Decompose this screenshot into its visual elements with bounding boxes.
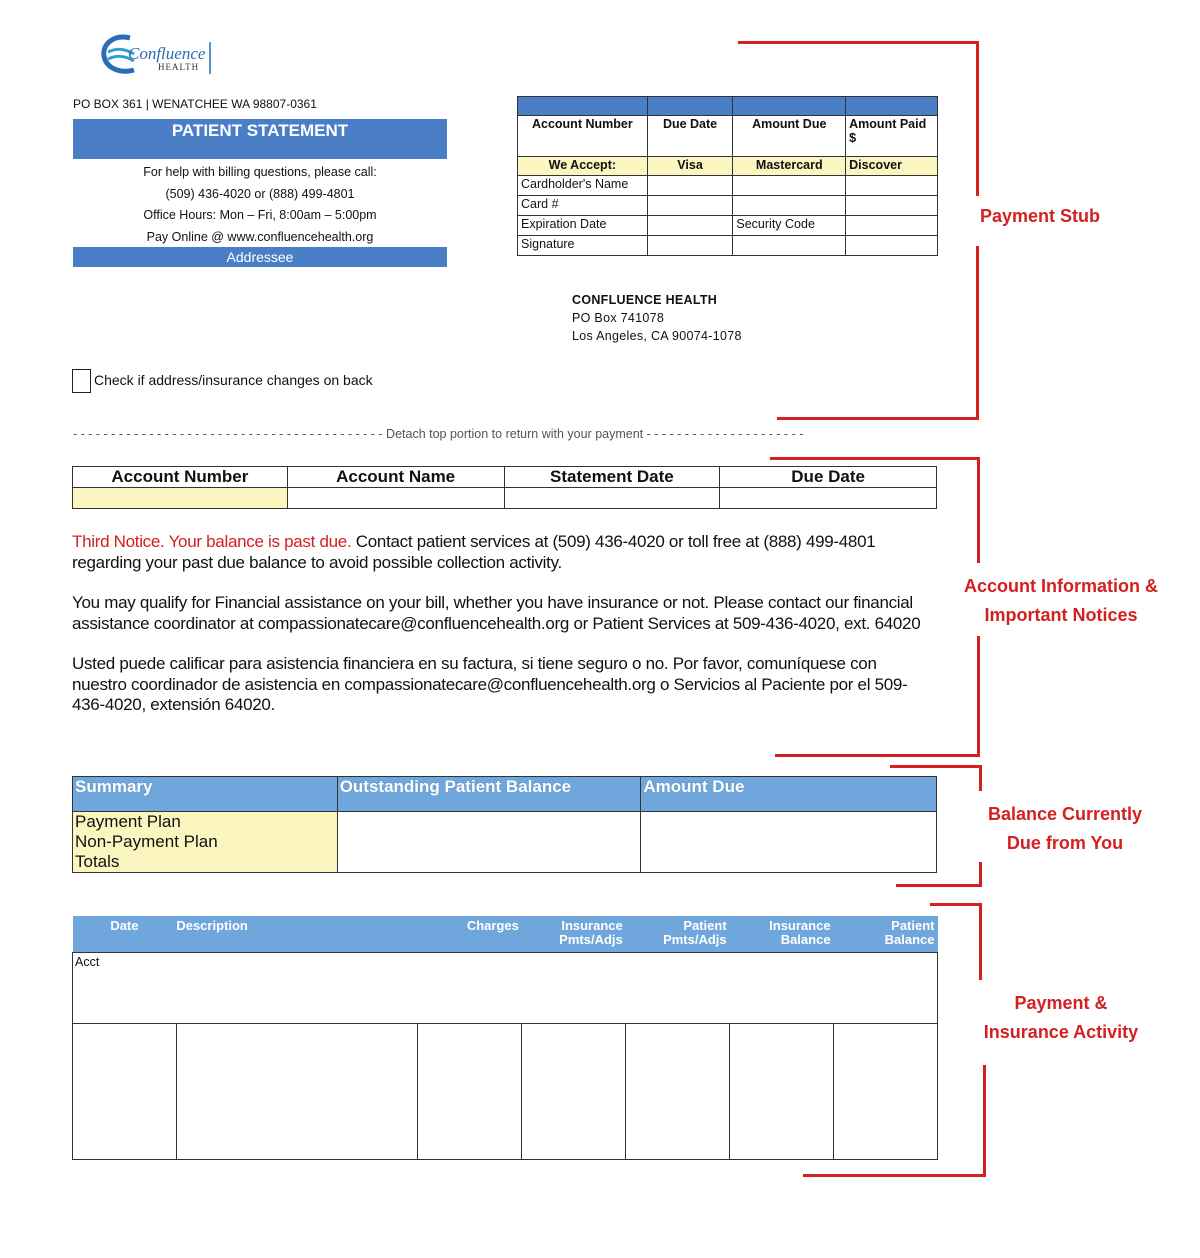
statement-date-header: Statement Date bbox=[504, 467, 720, 488]
address-change-label: Check if address/insurance changes on back bbox=[94, 372, 373, 388]
payment-plan-label: Payment Plan bbox=[75, 812, 181, 831]
balance-summary-table bbox=[72, 776, 937, 873]
account-name-header: Account Name bbox=[287, 467, 504, 488]
annotation-payment-stub: Payment Stub bbox=[979, 206, 1101, 226]
payment-stub-table bbox=[517, 96, 938, 256]
expiration-label: Expiration Date bbox=[518, 216, 648, 236]
patient-pmts-header: Patient Pmts/Adjs bbox=[626, 916, 730, 953]
remit-address bbox=[572, 291, 742, 345]
signature-field[interactable] bbox=[647, 236, 733, 256]
bracket-payment-stub-top bbox=[738, 41, 978, 44]
activity-cell bbox=[626, 1024, 730, 1160]
amount-due-value bbox=[641, 812, 937, 873]
activity-cell bbox=[730, 1024, 834, 1160]
we-accept-label: We Accept: bbox=[518, 157, 648, 176]
insurance-pmts-header: Insurance Pmts/Adjs bbox=[522, 916, 626, 953]
important-notices bbox=[72, 532, 932, 736]
bracket-account-side bbox=[977, 457, 980, 563]
outstanding-balance-value bbox=[337, 812, 641, 873]
bracket-payment-stub-bottom bbox=[777, 417, 979, 420]
summary-labels bbox=[73, 812, 338, 873]
due-date-header: Due Date bbox=[720, 467, 937, 488]
insurance-balance-header: Insurance Balance bbox=[730, 916, 834, 953]
logo-subtitle: HEALTH bbox=[158, 62, 200, 72]
account-name-value bbox=[287, 488, 504, 509]
patient-balance-header: Patient Balance bbox=[834, 916, 938, 953]
activity-cell bbox=[73, 1024, 177, 1160]
bracket-balance-side bbox=[979, 765, 982, 791]
bracket-activity-side bbox=[979, 903, 982, 980]
financial-assistance-notice-spanish: Usted puede calificar para asistencia financiera en su factura, si tiene seguro o no. Por favor, comuníquese con nuestro coordinador de asistencia en compassionatecare@confluencehealth.org o Servicios al Paciente por el 509-436-4020, extensión 64020. bbox=[72, 654, 908, 714]
statement-title: PATIENT STATEMENT bbox=[73, 119, 447, 159]
stub-header-account-number: Account Number bbox=[518, 116, 648, 157]
account-number-value bbox=[73, 488, 288, 509]
account-info-table bbox=[72, 466, 937, 509]
cardholder-name-label: Cardholder's Name bbox=[518, 176, 648, 196]
mastercard-option[interactable]: Mastercard bbox=[733, 157, 846, 176]
bracket-balance-bottom bbox=[896, 884, 982, 887]
annotation-balance-due: Balance Currently Due from You bbox=[987, 804, 1143, 853]
statement-date-value bbox=[504, 488, 720, 509]
remit-line2: Los Angeles, CA 90074-1078 bbox=[572, 329, 742, 343]
account-number-header: Account Number bbox=[73, 467, 288, 488]
remit-line1: PO Box 741078 bbox=[572, 311, 665, 325]
bracket-account-bottom bbox=[775, 754, 980, 757]
detach-line: - - - - - - - - - - - - - - - - - - - - - - - - - - - - - - - - - - - - - - - - - Detach top portion to return with your payment - - - - - - - - - - - - - - - - - - - - - bbox=[73, 427, 804, 441]
bracket-account-top bbox=[770, 457, 980, 460]
signature-label: Signature bbox=[518, 236, 648, 256]
stub-header-due-date: Due Date bbox=[647, 116, 733, 157]
payment-activity-table bbox=[72, 916, 938, 1160]
help-line: Pay Online @ www.confluencehealth.org bbox=[146, 229, 374, 244]
card-number-field[interactable] bbox=[647, 196, 733, 216]
non-payment-plan-label: Non-Payment Plan bbox=[75, 832, 218, 851]
financial-assistance-notice: You may qualify for Financial assistance on your bill, whether you have insurance or not. Please contact our financial assistance coordinator at compassionatecare@confluencehealth.org or Patient Services at 509-436-4020, ext. 64020 bbox=[72, 593, 921, 633]
description-header: Description bbox=[176, 916, 418, 953]
bracket-activity-top bbox=[930, 903, 982, 906]
remit-name: CONFLUENCE HEALTH bbox=[572, 293, 718, 307]
return-address: PO BOX 361 | WENATCHEE WA 98807-0361 bbox=[73, 97, 317, 111]
bracket-balance-top bbox=[890, 765, 982, 768]
amount-due-header: Amount Due bbox=[641, 777, 937, 812]
discover-option[interactable]: Discover bbox=[846, 157, 938, 176]
bracket-payment-stub-side bbox=[976, 246, 979, 420]
expiration-field[interactable] bbox=[647, 216, 733, 236]
activity-cell bbox=[176, 1024, 418, 1160]
summary-header: Summary bbox=[73, 777, 338, 812]
past-due-notice: Third Notice. Your balance is past due. Contact patient services at (509) 436-4020 or toll free at (888) 499-4801 regarding your past due balance to avoid possible collection activity. bbox=[72, 532, 876, 572]
cardholder-name-field[interactable] bbox=[647, 176, 733, 196]
address-change-checkbox[interactable] bbox=[72, 369, 91, 393]
bracket-activity-side bbox=[983, 1065, 986, 1177]
bracket-activity-bottom bbox=[803, 1174, 986, 1177]
visa-option[interactable]: Visa bbox=[647, 157, 733, 176]
charges-header: Charges bbox=[418, 916, 522, 953]
help-line: For help with billing questions, please call: bbox=[143, 165, 377, 179]
activity-cell bbox=[834, 1024, 938, 1160]
security-code-label: Security Code bbox=[733, 216, 846, 236]
totals-label: Totals bbox=[75, 852, 120, 871]
annotation-account-info: Account Information & Important Notices bbox=[964, 576, 1158, 625]
past-due-alert: Third Notice. Your balance is past due. bbox=[72, 532, 352, 551]
bracket-account-side bbox=[977, 636, 980, 756]
bracket-payment-stub-side bbox=[976, 41, 979, 196]
addressee-bar: Addressee bbox=[73, 247, 447, 267]
help-line: Office Hours: Mon – Fri, 8:00am – 5:00pm bbox=[143, 208, 377, 222]
security-code-field[interactable] bbox=[846, 216, 938, 236]
due-date-value bbox=[720, 488, 937, 509]
activity-cell bbox=[418, 1024, 522, 1160]
annotation-payment-activity: Payment & Insurance Activity bbox=[983, 993, 1139, 1042]
billing-help bbox=[73, 162, 447, 248]
card-number-label: Card # bbox=[518, 196, 648, 216]
logo-wordmark: Confluence bbox=[128, 44, 206, 63]
stub-header-amount-paid[interactable]: Amount Paid $ bbox=[846, 116, 938, 157]
acct-row: Acct bbox=[73, 953, 938, 1024]
date-header: Date bbox=[73, 916, 177, 953]
help-line: (509) 436-4020 or (888) 499-4801 bbox=[165, 186, 355, 201]
outstanding-balance-header: Outstanding Patient Balance bbox=[337, 777, 641, 812]
stub-header-amount-due: Amount Due bbox=[733, 116, 846, 157]
activity-cell bbox=[522, 1024, 626, 1160]
